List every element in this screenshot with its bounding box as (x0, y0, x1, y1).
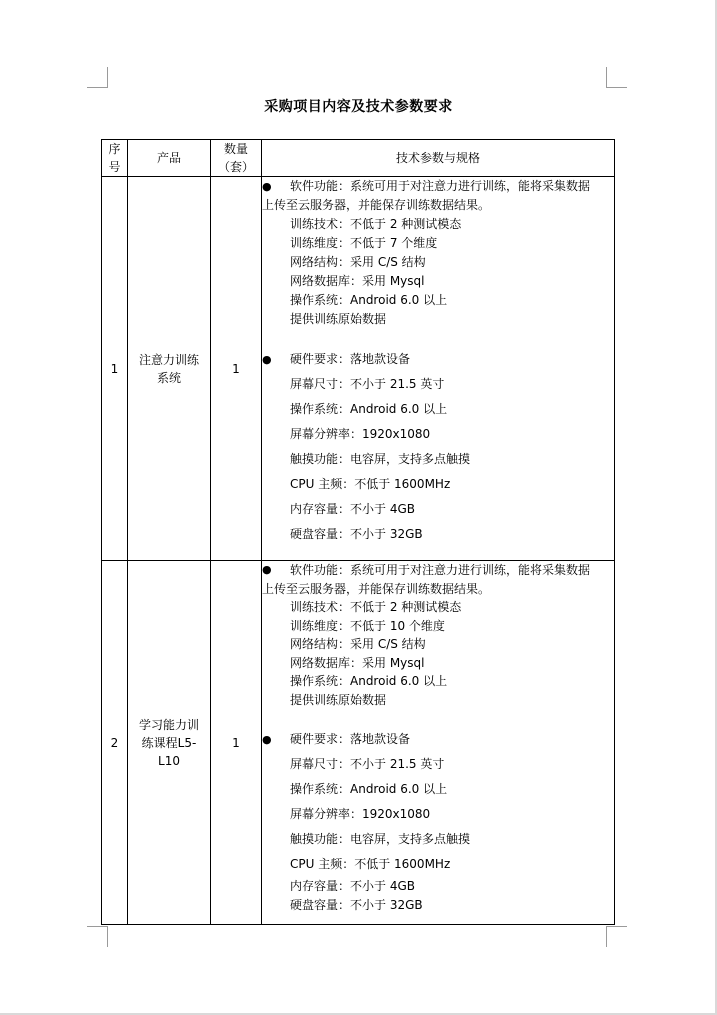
hardware-line: 硬件要求：落地款设备 (290, 352, 411, 366)
spec-item: 屏幕分辨率：1920x1080 (290, 807, 431, 821)
spec-cell (262, 177, 615, 561)
crop-mark-top-right (606, 87, 627, 88)
bullet-icon: ● (262, 563, 272, 576)
spec-item: 网络结构：采用 C/S 结构 (290, 255, 426, 269)
product-quantity: 1 (211, 177, 262, 561)
software-line: 软件功能：系统可用于对注意力进行训练，能将采集数据 (290, 563, 591, 577)
spec-item: 内存容量：不小于 4GB (290, 502, 415, 516)
spec-item: 硬盘容量：不小于 32GB (290, 527, 423, 541)
table-row (102, 177, 615, 561)
table-header-row (102, 140, 615, 177)
row-number: 1 (102, 177, 128, 561)
crop-mark-bottom-left (87, 926, 108, 927)
crop-mark-bottom-right (606, 926, 607, 947)
spec-item: 内存容量：不小于 4GB (290, 879, 415, 893)
spec-item: 提供训练原始数据 (290, 312, 387, 326)
crop-mark-bottom-right (606, 926, 627, 927)
software-line: 上传至云服务器，并能保存训练数据结果。 (262, 198, 491, 212)
product-name: 注意力训练系统 (128, 177, 211, 561)
header-product: 产品 (128, 140, 211, 177)
software-line: 软件功能：系统可用于对注意力进行训练，能将采集数据 (290, 179, 591, 193)
header-quantity: 数量（套） (211, 140, 262, 177)
product-quantity: 1 (211, 561, 262, 925)
hardware-line: 硬件要求：落地款设备 (290, 732, 411, 746)
row-number: 2 (102, 561, 128, 925)
crop-mark-top-left (87, 87, 108, 88)
spec-item: CPU 主频：不低于 1600MHz (290, 857, 451, 871)
spec-item: 训练技术：不低于 2 种测试模态 (290, 600, 462, 614)
spec-item: 屏幕尺寸：不小于 21.5 英寸 (290, 757, 445, 771)
spec-item: 网络数据库：采用 Mysql (290, 274, 425, 288)
header-spec: 技术参数与规格 (262, 140, 615, 177)
spec-item: 操作系统：Android 6.0 以上 (290, 293, 448, 307)
spec-item: 触摸功能：电容屏，支持多点触摸 (290, 452, 471, 466)
bullet-icon: ● (262, 353, 272, 366)
spec-item: CPU 主频：不低于 1600MHz (290, 477, 451, 491)
spec-item: 提供训练原始数据 (290, 692, 387, 707)
spec-item: 屏幕分辨率：1920x1080 (290, 427, 431, 441)
product-name: 学习能力训练课程L5-L10 (128, 561, 211, 925)
spec-item: 训练技术：不低于 2 种测试模态 (290, 217, 462, 231)
spec-item: 网络结构：采用 C/S 结构 (290, 637, 426, 651)
crop-mark-top-right (606, 67, 607, 88)
spec-item: 网络数据库：采用 Mysql (290, 655, 425, 670)
spec-item: 训练维度：不低于 10 个维度 (290, 618, 445, 633)
document-title: 采购项目内容及技术参数要求 (264, 99, 453, 115)
software-line: 上传至云服务器，并能保存训练数据结果。 (262, 581, 491, 596)
bullet-icon: ● (262, 180, 272, 193)
spec-item: 硬盘容量：不小于 32GB (290, 898, 423, 912)
spec-item: 操作系统：Android 6.0 以上 (290, 402, 448, 416)
bullet-icon: ● (262, 733, 272, 746)
spec-table (101, 139, 615, 925)
spec-item: 操作系统：Android 6.0 以上 (290, 674, 448, 688)
spec-cell (262, 561, 615, 925)
spec-item: 训练维度：不低于 7 个维度 (290, 236, 438, 250)
spec-item: 屏幕尺寸：不小于 21.5 英寸 (290, 377, 445, 391)
spec-item: 操作系统：Android 6.0 以上 (290, 782, 448, 796)
header-no: 序号 (102, 140, 128, 177)
table-row (102, 561, 615, 925)
spec-item: 触摸功能：电容屏，支持多点触摸 (290, 832, 471, 846)
crop-mark-bottom-left (107, 926, 108, 947)
crop-mark-top-left (107, 67, 108, 88)
